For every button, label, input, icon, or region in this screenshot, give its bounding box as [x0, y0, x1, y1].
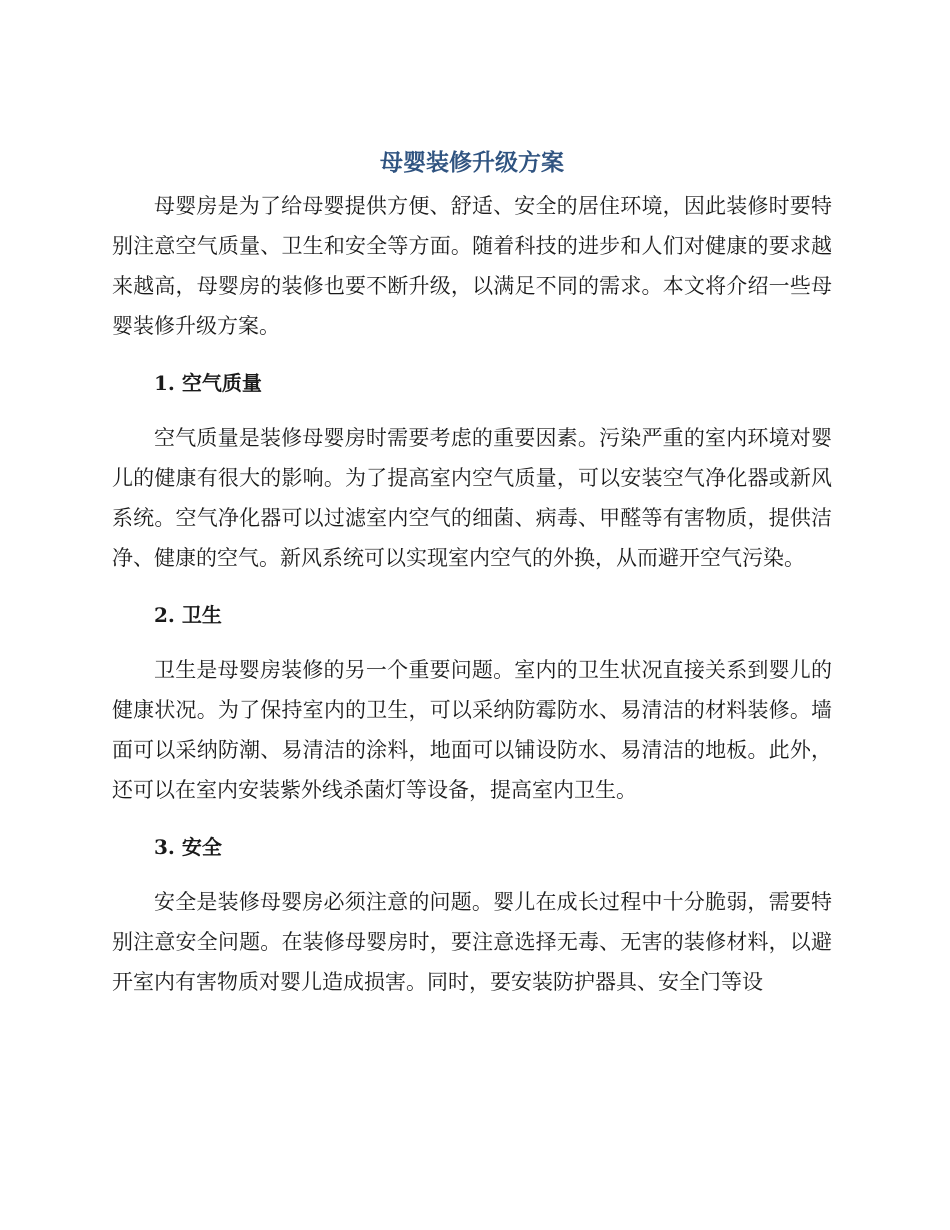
document-page [112, 146, 832, 1002]
section-heading-hygiene: 2. 卫生 [154, 603, 222, 627]
section-heading-safety: 3. 安全 [154, 835, 222, 859]
section-body-safety: 安全是装修母婴房必须注意的问题。婴儿在成长过程中十分脆弱，需要特别注意安全问题。在装修母婴房时，要注意选择无毒、无害的装修材料，以避开室内有害物质对婴儿造成损害。同时，要安装防护器具、安全门等设 [112, 890, 832, 994]
intro-paragraph: 母婴房是为了给母婴提供方便、舒适、安全的居住环境，因此装修时要特别注意空气质量、卫生和安全等方面。随着科技的进步和人们对健康的要求越来越高，母婴房的装修也要不断升级，以满足不同的需求。本文将介绍一些母婴装修升级方案。 [112, 194, 832, 338]
section-body-air-quality: 空气质量是装修母婴房时需要考虑的重要因素。污染严重的室内环境对婴儿的健康有很大的影响。为了提高室内空气质量，可以安装空气净化器或新风系统。空气净化器可以过滤室内空气的细菌、病毒、甲醛等有害物质，提供洁净、健康的空气。新风系统可以实现室内空气的外换，从而避开空气污染。 [112, 426, 832, 570]
section-body-hygiene: 卫生是母婴房装修的另一个重要问题。室内的卫生状况直接关系到婴儿的健康状况。为了保持室内的卫生，可以采纳防霉防水、易清洁的材料装修。墙面可以采纳防潮、易清洁的涂料，地面可以铺设防水、易清洁的地板。此外，还可以在室内安装紫外线杀菌灯等设备，提高室内卫生。 [112, 658, 832, 802]
page-title: 母婴装修升级方案 [380, 150, 564, 176]
section-heading-air-quality: 1. 空气质量 [154, 371, 262, 395]
